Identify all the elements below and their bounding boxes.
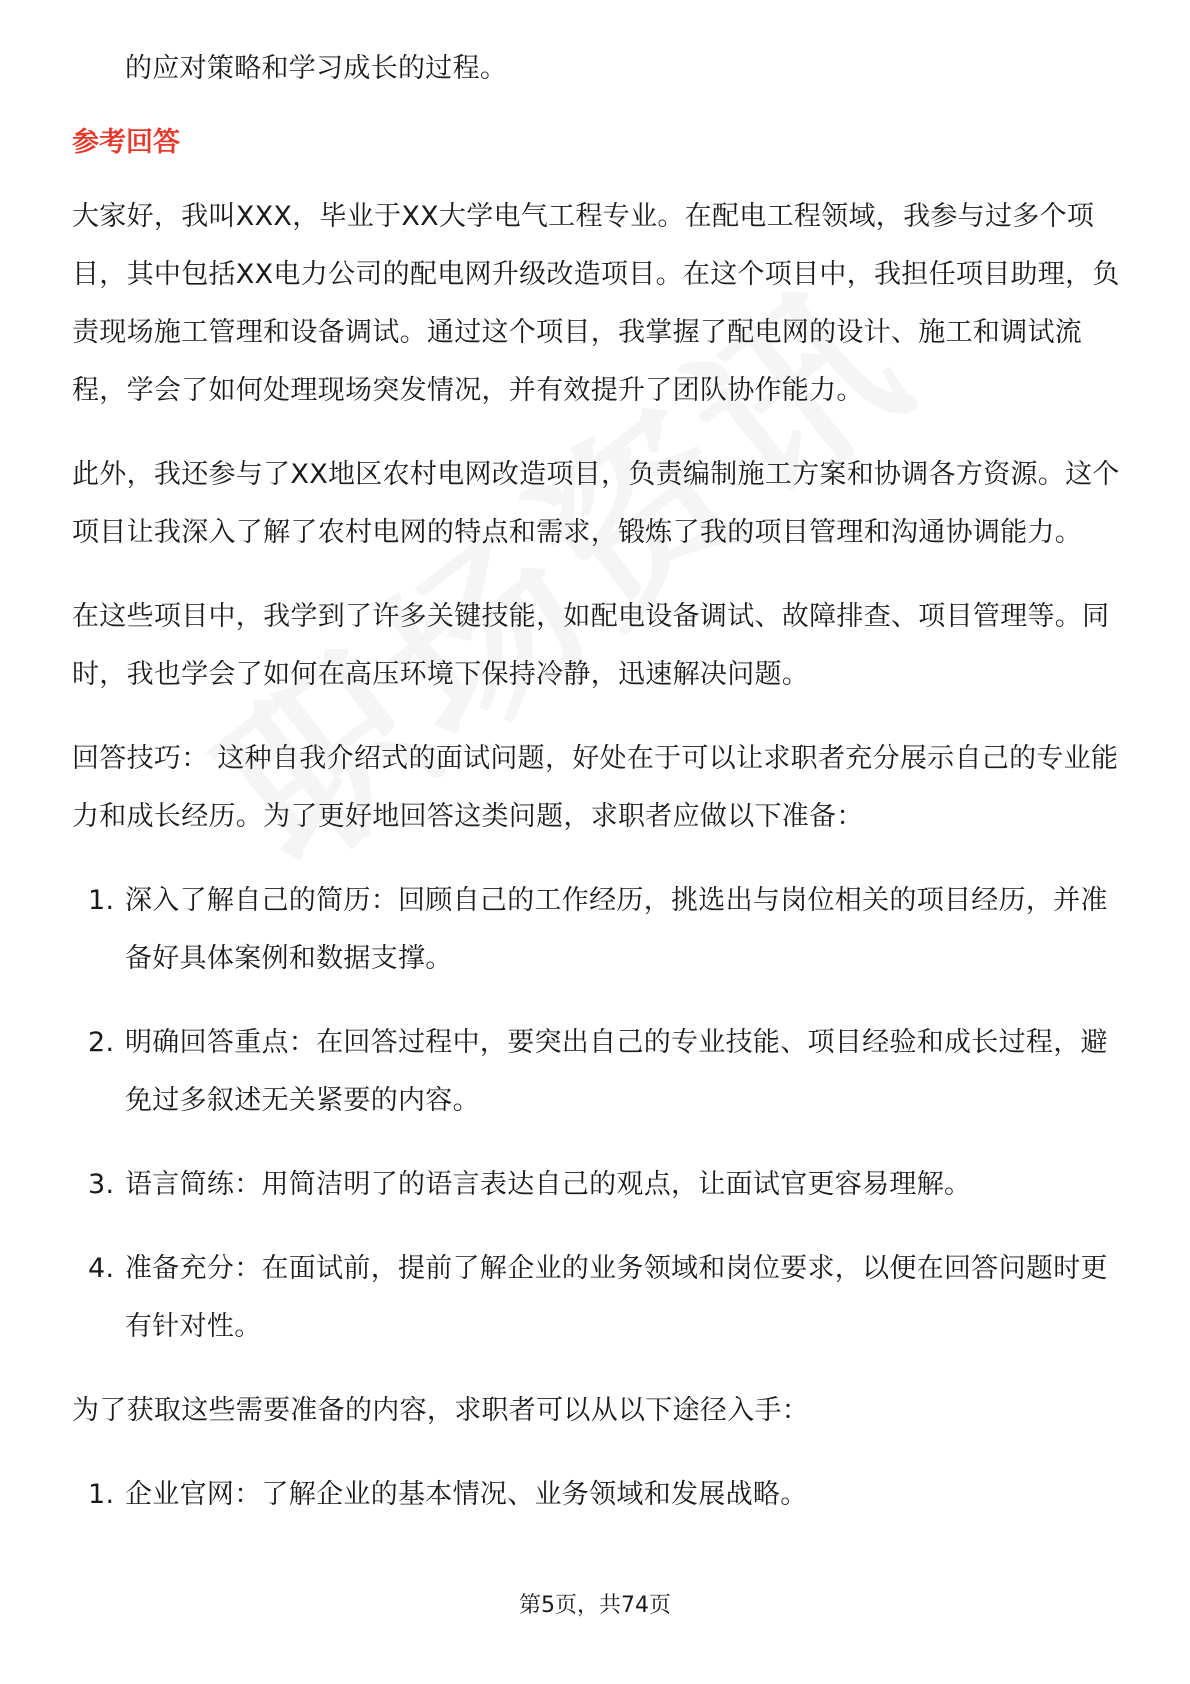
list-number: 3. xyxy=(88,1169,115,1200)
document-body xyxy=(72,40,1122,1524)
list-item xyxy=(72,1014,1122,1130)
list-text: 明确回答重点：在回答过程中，要突出自己的专业技能、项目经验和成长过程，避免过多叙述无关紧要的内容。 xyxy=(125,1027,1108,1116)
section-heading: 参考回答 xyxy=(72,127,180,158)
paragraph-tips-intro: 回答技巧： 这种自我介绍式的面试问题，好处在于可以让求职者充分展示自己的专业能力和成长经历。为了更好地回答这类问题，求职者应做以下准备： xyxy=(72,743,1119,832)
paragraph-sources-intro: 为了获取这些需要准备的内容，求职者可以从以下途径入手： xyxy=(72,1395,810,1426)
list-item xyxy=(72,872,1122,988)
list-item xyxy=(72,1466,1122,1524)
list-number: 1. xyxy=(88,885,115,916)
list-number: 2. xyxy=(88,1027,115,1058)
list-text: 准备充分：在面试前，提前了解企业的业务领域和岗位要求，以便在回答问题时更有针对性。 xyxy=(125,1253,1108,1342)
list-item xyxy=(72,1240,1122,1356)
list-text: 深入了解自己的简历：回顾自己的工作经历，挑选出与岗位相关的项目经历，并准备好具体案例和数据支撑。 xyxy=(125,885,1108,974)
list-text: 企业官网：了解企业的基本情况、业务领域和发展战略。 xyxy=(125,1479,808,1510)
list-number: 4. xyxy=(88,1253,115,1284)
page-number: 第5页，共74页 xyxy=(519,1593,671,1618)
paragraph-intro: 大家好，我叫XXX，毕业于XX大学电气工程专业。在配电工程领域，我参与过多个项目，其中包括XX电力公司的配电网升级改造项目。在这个项目中，我担任项目助理，负责现场施工管理和设备调试。通过这个项目，我掌握了配电网的设计、施工和调试流程，学会了如何处理现场突发情况，并有效提升了团队协作能力。 xyxy=(72,201,1120,406)
paragraph-skills: 在这些项目中，我学到了许多关键技能，如配电设备调试、故障排查、项目管理等。同时，我也学会了如何在高压环境下保持冷静，迅速解决问题。 xyxy=(72,601,1110,690)
paragraph-rural-project: 此外，我还参与了XX地区农村电网改造项目，负责编制施工方案和协调各方资源。这个项目让我深入了解了农村电网的特点和需求，锻炼了我的项目管理和沟通协调能力。 xyxy=(72,459,1120,548)
list-number: 1. xyxy=(88,1479,115,1510)
continued-text: 的应对策略和学习成长的过程。 xyxy=(125,53,508,84)
list-text: 语言简练：用简洁明了的语言表达自己的观点，让面试官更容易理解。 xyxy=(125,1169,972,1200)
list-item xyxy=(72,1156,1122,1214)
